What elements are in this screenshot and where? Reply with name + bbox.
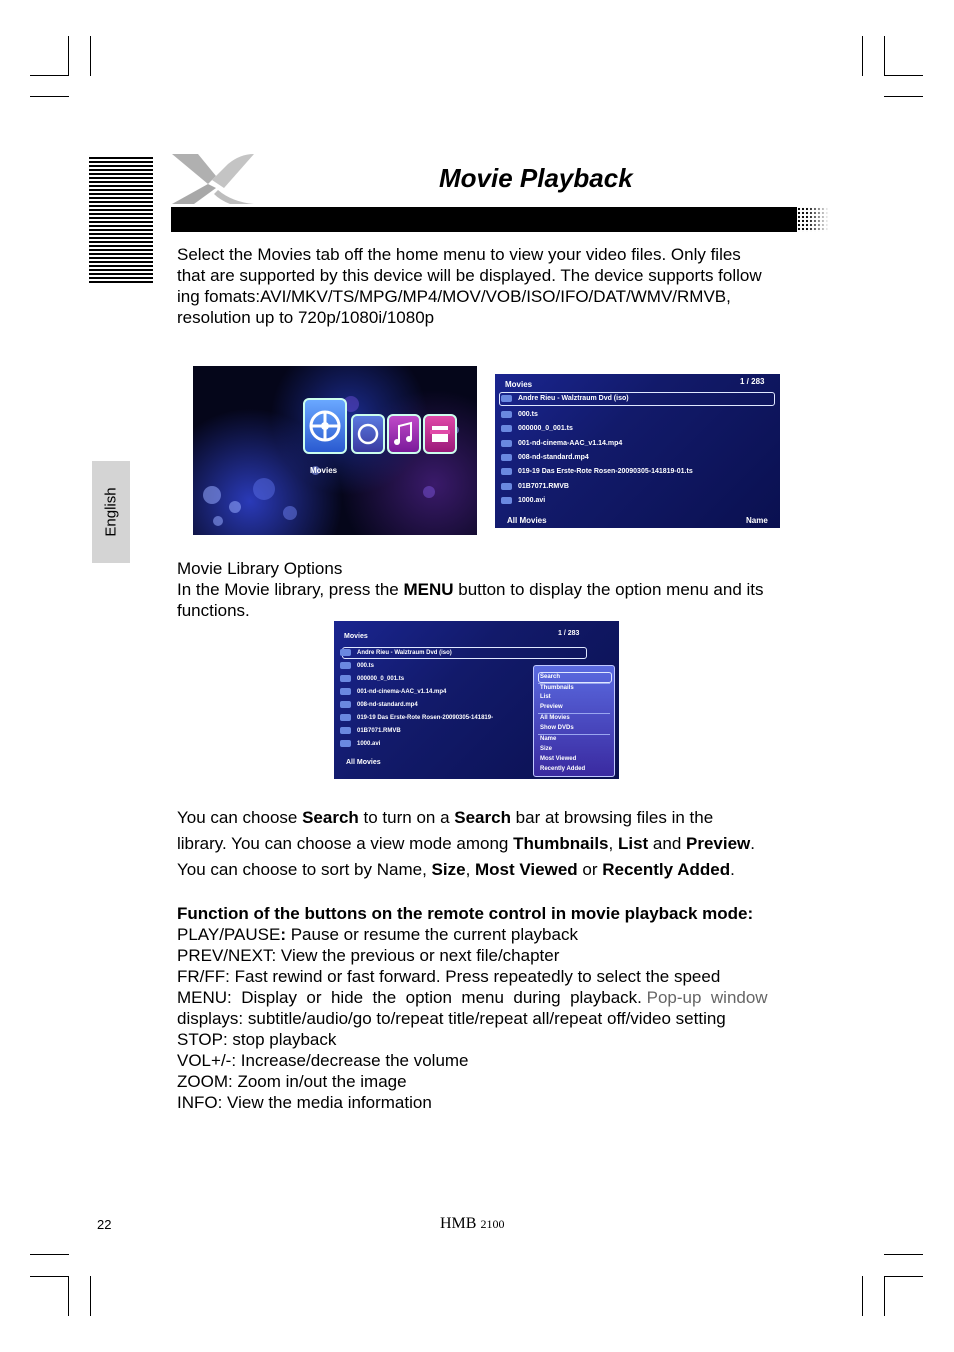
remote-line: PREV/NEXT: View the previous or next file/chapter <box>177 946 560 965</box>
crop-mark <box>884 1276 885 1316</box>
menu-item-list[interactable]: List <box>540 694 551 700</box>
bokeh-light <box>203 486 221 504</box>
crop-mark <box>90 36 91 76</box>
file-icon <box>340 649 351 656</box>
list-counter: 1 / 283 <box>740 377 765 386</box>
file-icon <box>340 714 351 721</box>
view-options-paragraph <box>177 805 817 883</box>
intro-paragraph <box>177 244 817 328</box>
list-item[interactable]: Andre Rieu - Walztraum Dvd (iso) <box>501 393 629 404</box>
decorative-stripes <box>89 157 153 285</box>
crop-mark <box>30 75 69 76</box>
remote-functions-paragraph <box>177 903 819 1113</box>
file-icon <box>501 497 512 504</box>
file-icon <box>340 675 351 682</box>
home-menu-screenshot <box>193 366 477 535</box>
menu-item-preview[interactable]: Preview <box>540 704 563 710</box>
dotted-bar-end <box>797 207 829 232</box>
film-reel-icon <box>305 400 345 452</box>
options-line: In the Movie library, press the MENU button to display the option menu and its <box>177 580 764 599</box>
options-line: functions. <box>177 601 250 620</box>
list-item[interactable]: 019-19 Das Erste-Rote Rosen-20090305-141819-01.ts <box>501 466 693 477</box>
file-icon <box>340 740 351 747</box>
movie-list-screenshot <box>495 374 780 528</box>
menu-item-name[interactable]: Name <box>540 736 557 742</box>
list-item[interactable]: 1000.avi <box>340 738 380 749</box>
list-item[interactable]: 000.ts <box>501 409 538 420</box>
list-item[interactable]: 01B7071.RMVB <box>501 481 569 492</box>
option-menu-screenshot <box>334 621 619 779</box>
menu-item-most-viewed[interactable]: Most Viewed <box>540 756 577 762</box>
remote-line: ZOOM: Zoom in/out the image <box>177 1072 407 1091</box>
list-item[interactable]: 008-nd-standard.mp4 <box>501 452 589 463</box>
intro-line: ing fomats:AVI/MKV/TS/MPG/MP4/MOV/VOB/ISO/IFO/DAT/WMV/RMVB, <box>177 287 731 306</box>
remote-line: INFO: View the media information <box>177 1093 432 1112</box>
options-heading: Movie Library Options <box>177 559 343 578</box>
list-item[interactable]: 000000_0_001.ts <box>340 673 404 684</box>
crop-mark <box>30 96 69 97</box>
menu-item-show-dvds[interactable]: Show DVDs <box>540 725 574 731</box>
file-icon <box>501 425 512 432</box>
file-icon <box>340 662 351 669</box>
folder-icon <box>425 416 455 452</box>
list-header: Movies <box>505 380 533 389</box>
bokeh-light <box>213 516 223 526</box>
menu-item-size[interactable]: Size <box>540 746 553 752</box>
list-footer-right: Name <box>746 516 768 525</box>
music-note-icon <box>389 416 419 452</box>
list-item[interactable]: 001-nd-cinema-AAC_v1.14.mp4 <box>340 686 446 697</box>
list-counter: 1 / 283 <box>558 630 580 637</box>
crop-mark <box>30 1276 69 1277</box>
music-disc-icon[interactable] <box>351 414 385 454</box>
movies-icon[interactable] <box>303 398 347 454</box>
menu-separator <box>538 683 610 684</box>
list-item[interactable]: 000.ts <box>340 660 374 671</box>
crop-mark <box>884 96 923 97</box>
photos-icon[interactable] <box>423 414 457 454</box>
intro-line: that are supported by this device will be displayed. The device supports follow <box>177 266 762 285</box>
menu-item-search[interactable]: Search <box>540 674 561 680</box>
crop-mark <box>862 1276 863 1316</box>
remote-line: VOL+/-: Increase/decrease the volume <box>177 1051 469 1070</box>
crop-mark <box>884 1254 923 1255</box>
menu-item-recently-added[interactable]: Recently Added <box>540 766 586 772</box>
file-icon <box>501 440 512 447</box>
file-icon <box>501 411 512 418</box>
list-item[interactable]: 1000.avi <box>501 495 545 506</box>
file-icon <box>501 454 512 461</box>
list-header: Movies <box>344 633 368 640</box>
file-icon <box>501 395 512 402</box>
option-popup-menu <box>533 665 615 777</box>
view-options-line: library. You can choose a view mode among Thumbnails, List and Preview. <box>177 834 756 853</box>
list-item[interactable]: Andre Rieu - Walztraum Dvd (iso) <box>340 647 452 658</box>
remote-line: MENU: Display or hide the option menu during playback. Pop-up window <box>177 988 768 1007</box>
bokeh-light <box>253 478 275 500</box>
menu-key: MENU <box>403 580 454 599</box>
menu-separator <box>538 734 610 735</box>
crop-mark <box>884 75 923 76</box>
disc-icon <box>353 416 383 452</box>
crop-mark <box>90 1276 91 1316</box>
list-footer-left: All Movies <box>507 516 547 525</box>
intro-line: resolution up to 720p/1080i/1080p <box>177 308 435 327</box>
options-paragraph <box>177 558 817 621</box>
crop-mark <box>68 36 69 76</box>
brand-x-logo <box>168 150 258 208</box>
menu-item-all-movies[interactable]: All Movies <box>540 715 570 721</box>
language-tab <box>92 461 130 563</box>
page-title: Movie Playback <box>439 163 633 193</box>
intro-line: Select the Movies tab off the home menu to view your video files. Only files <box>177 245 741 264</box>
menu-item-thumbnails[interactable]: Thumbnails <box>540 685 574 691</box>
bokeh-light <box>229 501 241 513</box>
remote-heading: Function of the buttons on the remote control in movie playback mode: <box>177 904 754 923</box>
title-bar <box>171 207 797 232</box>
list-item[interactable]: 01B7071.RMVB <box>340 725 401 736</box>
view-options-line: You can choose Search to turn on a Search bar at browsing files in the <box>177 808 714 827</box>
home-movies-label: Movies <box>310 466 338 475</box>
list-footer-left: All Movies <box>346 759 381 766</box>
music-icon[interactable] <box>387 414 421 454</box>
file-icon <box>340 727 351 734</box>
model-name: HMB 2100 <box>440 1215 505 1232</box>
crop-mark <box>862 36 863 76</box>
list-item[interactable]: 008-nd-standard.mp4 <box>340 699 418 710</box>
remote-line: PLAY/PAUSE: Pause or resume the current playback <box>177 925 578 944</box>
crop-mark <box>68 1276 69 1316</box>
view-options-line: You can choose to sort by Name, Size, Most Viewed or Recently Added. <box>177 860 735 879</box>
remote-line: displays: subtitle/audio/go to/repeat title/repeat all/repeat off/video setting <box>177 1009 726 1028</box>
crop-mark <box>30 1254 69 1255</box>
file-icon <box>501 468 512 475</box>
crop-mark <box>884 36 885 76</box>
remote-line: FR/FF: Fast rewind or fast forward. Press repeatedly to select the speed <box>177 967 721 986</box>
page-number: 22 <box>97 1217 112 1232</box>
list-item[interactable]: 001-nd-cinema-AAC_v1.14.mp4 <box>501 438 622 449</box>
crop-mark <box>884 1276 923 1277</box>
file-icon <box>340 701 351 708</box>
menu-separator <box>538 713 610 714</box>
bokeh-light <box>423 486 435 498</box>
list-item[interactable]: 000000_0_001.ts <box>501 423 573 434</box>
remote-line: STOP: stop playback <box>177 1030 337 1049</box>
file-icon <box>340 688 351 695</box>
language-tab-label: English <box>102 487 120 537</box>
list-item[interactable]: 019-19 Das Erste-Rote Rosen-20090305-141819- <box>340 712 493 723</box>
file-icon <box>501 483 512 490</box>
bokeh-light <box>283 506 297 520</box>
